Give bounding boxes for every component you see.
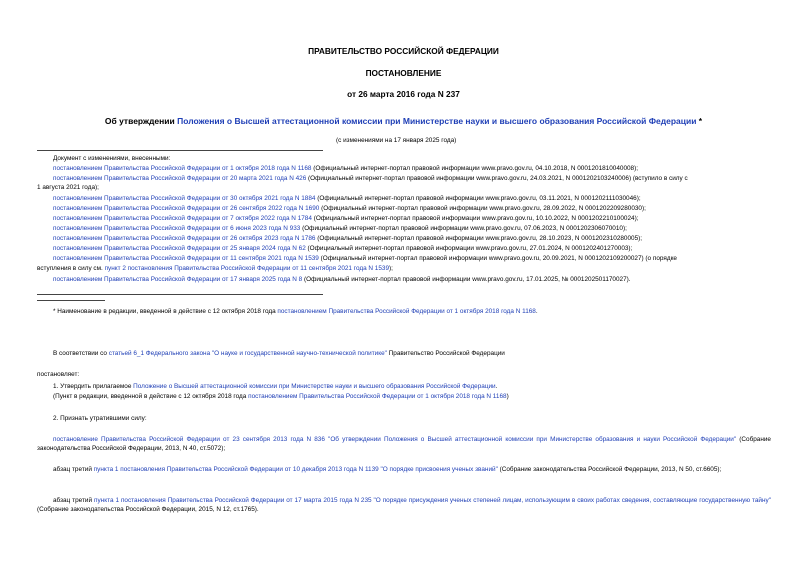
change-link[interactable]: постановлением Правительства Российской Федерации от 6 июня 2023 года N 933 <box>53 225 301 232</box>
changes-intro: Документ с изменениями, внесенными: <box>53 155 171 162</box>
change-link[interactable]: постановлением Правительства Российской Федерации от 20 марта 2021 года N 426 <box>53 175 307 182</box>
change-link[interactable]: постановлением Правительства Российской Федерации от 17 января 2025 года N 8 <box>53 276 303 283</box>
change-link[interactable]: постановлением Правительства Российской Федерации от 25 января 2024 года N 62 <box>53 245 306 252</box>
change-item-continuation: 1 августа 2021 года); <box>37 184 99 191</box>
change-link[interactable]: постановлением Правительства Российской Федерации от 1 октября 2018 года N 1168 <box>53 165 312 172</box>
change-item: постановлением Правительства Российской Федерации от 7 октября 2022 года N 1784 (Официальный интернет-портал правовой информации www.pravo.gov.ru, 10.10.2022, N 0001202210100024); <box>53 215 639 222</box>
repealed-link[interactable]: постановление Правительства Российской Федерации от 23 сентября 2013 года N 836 "Об утверждении Положения о Высшей аттестационной комиссии при Министерстве образования и науки Российской Федерации" <box>53 436 737 443</box>
change-item: постановлением Правительства Российской Федерации от 25 января 2024 года N 62 (Официальный интернет-портал правовой информации www.pravo.gov.ru, 27.01.2024, N 0001202401270003); <box>53 245 633 252</box>
title-prefix: Об утверждении <box>104 116 178 126</box>
change-item: постановлением Правительства Российской Федерации от 17 января 2025 года N 8 (Официальный интернет-портал правовой информации www.pravo.gov.ru, 17.01.2025, № 0001202501170027). <box>53 276 631 283</box>
repealed-item-2: абзац третий пункта 1 постановления Правительства Российской Федерации от 10 декабря 2013 года N 1139 "О порядке присвоения ученых званий" (Собрание законодательства Российской Федерации, 2013, N 50, ст.6605); <box>53 466 722 473</box>
footnote: * Наименование в редакции, введенной в действие с 12 октября 2018 года постановлением Правительства Российской Федерации от 1 октября 2018 года N 1168. <box>53 308 538 315</box>
document-type: ПОСТАНОВЛЕНИЕ <box>365 68 442 78</box>
government-name: ПРАВИТЕЛЬСТВО РОССИЙСКОЙ ФЕДЕРАЦИИ <box>308 46 499 56</box>
change-link[interactable]: постановлением Правительства Российской Федерации от 26 сентября 2022 года N 1690 <box>53 205 320 212</box>
change-item: постановлением Правительства Российской Федерации от 26 сентября 2022 года N 1690 (Официальный интернет-портал правовой информации www.pravo.gov.ru, 28.09.2022, N 0001202209280030); <box>53 205 646 212</box>
divider-top <box>37 150 323 151</box>
change-item-continuation: вступления в силу см. пункт 2 постановления Правительства Российской Федерации от 11 сентября 2021 года N 1539); <box>37 265 393 272</box>
change-link[interactable]: постановлением Правительства Российской Федерации от 26 октября 2023 года N 1786 <box>53 235 316 242</box>
resolves-text: постановляет: <box>37 371 80 378</box>
title-suffix: * <box>696 116 703 126</box>
footnote-divider <box>37 300 105 301</box>
preamble: В соответствии со статьей 6_1 Федерального закона "О науке и государственной научно-технической политике" Правительство Российской Федерации <box>53 350 505 357</box>
change-item: постановлением Правительства Российской Федерации от 6 июня 2023 года N 933 (Официальный интернет-портал правовой информации www.pravo.gov.ru, 07.06.2023, N 0001202306070010); <box>53 225 627 232</box>
regulation-link[interactable]: Положение о Высшей аттестационной комиссии при Министерстве науки и высшего образования Российской Федерации <box>133 383 496 390</box>
repealed-item-3: абзац третий пункта 1 постановления Правительства Российской Федерации от 17 марта 2015 года N 235 "О порядке присуждения ученых степеней лицам, использующим в своих работах сведения, составляющие государственную тайну" (Собрание законодательства Российской Федерации, 2015, N 12, ст.1765). <box>37 497 771 513</box>
footnote-link[interactable]: постановлением Правительства Российской Федерации от 1 октября 2018 года N 1168 <box>277 308 536 315</box>
divider-bottom <box>37 294 323 295</box>
document-date-number: от 26 марта 2016 года N 237 <box>347 89 460 99</box>
title-link[interactable]: Положения о Высшей аттестационной комиссии при Министерстве науки и высшего образования Российской Федерации <box>177 116 697 126</box>
paragraph-1-note: (Пункт в редакции, введенной в действие с 12 октября 2018 года постановлением Правительства Российской Федерации от 1 октября 2018 года N 1168) <box>53 393 509 400</box>
change-link[interactable]: постановлением Правительства Российской Федерации от 30 октября 2021 года N 1884 <box>53 195 316 202</box>
change-item: постановлением Правительства Российской Федерации от 1 октября 2018 года N 1168 (Официальный интернет-портал правовой информации www.pravo.gov.ru, 04.10.2018, N 0001201810040008); <box>53 165 639 172</box>
change-item: постановлением Правительства Российской Федерации от 11 сентября 2021 года N 1539 (Официальный интернет-портал правовой информации www.pravo.gov.ru, 20.09.2021, N 0001202109200027) (о порядке <box>53 255 677 262</box>
change-link[interactable]: постановлением Правительства Российской Федерации от 11 сентября 2021 года N 1539 <box>53 255 319 262</box>
repealed-link[interactable]: пункта 1 постановления Правительства Российской Федерации от 17 марта 2015 года N 235 "О порядке присуждения ученых степеней лицам, использующим в своих работах сведения, составляющие государственную тайну" <box>94 497 771 504</box>
paragraph-2: 2. Признать утратившими силу: <box>53 415 147 422</box>
amendment-link[interactable]: постановлением Правительства Российской Федерации от 1 октября 2018 года N 1168 <box>248 393 507 400</box>
edition-note: (с изменениями на 17 января 2025 года) <box>336 137 457 144</box>
change-item: постановлением Правительства Российской Федерации от 30 октября 2021 года N 1884 (Официальный интернет-портал правовой информации www.pravo.gov.ru, 03.11.2021, N 0001202111030046); <box>53 195 641 202</box>
document-title <box>0 116 807 126</box>
change-item: постановлением Правительства Российской Федерации от 26 октября 2023 года N 1786 (Официальный интернет-портал правовой информации www.pravo.gov.ru, 28.10.2023, N 0001202310280005); <box>53 235 643 242</box>
paragraph-1: 1. Утвердить прилагаемое Положение о Высшей аттестационной комиссии при Министерстве науки и высшего образования Российской Федерации. <box>53 383 498 390</box>
change-item: постановлением Правительства Российской Федерации от 20 марта 2021 года N 426 (Официальный интернет-портал правовой информации www.pravo.gov.ru, 24.03.2021, N 0001202103240006) (вступило в силу с <box>53 175 688 182</box>
repealed-item-1: постановление Правительства Российской Федерации от 23 сентября 2013 года N 836 "Об утверждении Положения о Высшей аттестационной комиссии при Министерстве образования и науки Российской Федерации" (Собрание законодательства Российской Федерации, 2013, N 40, ст.5072); <box>37 436 771 452</box>
repealed-link[interactable]: пункта 1 постановления Правительства Российской Федерации от 10 декабря 2013 года N 1139 "О порядке присвоения ученых званий" <box>93 466 498 473</box>
change-link[interactable]: постановлением Правительства Российской Федерации от 7 октября 2022 года N 1784 <box>53 215 312 222</box>
change-link[interactable]: пункт 2 постановления Правительства Российской Федерации от 11 сентября 2021 года N 1539 <box>104 265 390 272</box>
law-link[interactable]: статьей 6_1 Федерального закона "О науке и государственной научно-технической политике" <box>108 350 387 357</box>
